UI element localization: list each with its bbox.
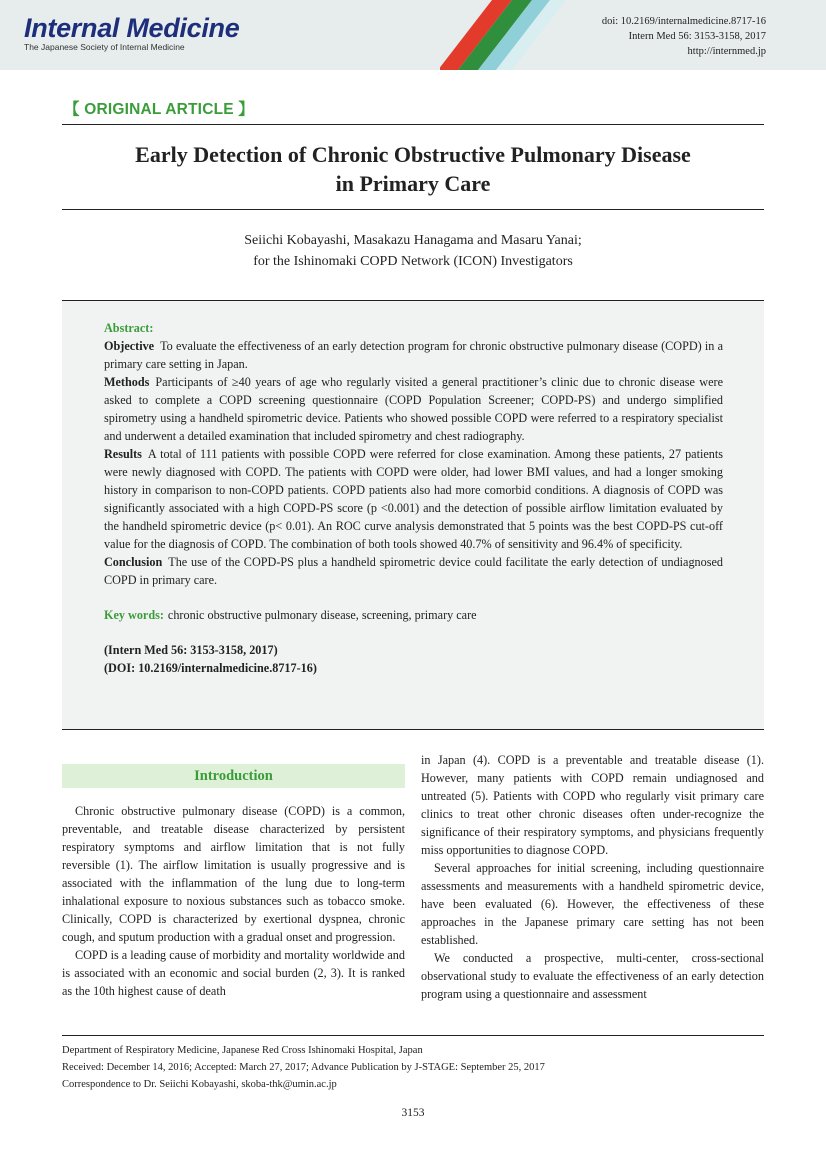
left-column: [62, 802, 405, 1000]
journal-header: [0, 0, 826, 70]
objective-text: To evaluate the effectiveness of an early detection program for chronic obstructive pulmonary disease (COPD) in a primary care setting in Japan.: [104, 339, 723, 371]
abstract-doi[interactable]: (DOI: 10.2169/internalmedicine.8717-16): [104, 661, 317, 675]
keywords: [104, 606, 723, 624]
methods-text: Participants of ≥40 years of age who regularly visited a general practitioner’s clinic due to chronic disease were asked to complete a COPD screening questionnaire (COPD Population Screener; COPD-PS) and undergo simplified spirometry using a handheld spirometric device. Patients who showed possible COPD were referred to a respiratory specialist and underwent a detailed examination that included spirometry and chest radiography.: [104, 375, 723, 443]
keywords-label: Key words:: [104, 608, 164, 622]
introduction-heading: Introduction: [62, 764, 405, 788]
journal-logo[interactable]: [24, 14, 239, 52]
right-paragraph-1: in Japan (4). COPD is a preventable and treatable disease (1). However, many patients with COPD remain undiagnosed and untreated (5). Patients with COPD who regularly visit primary care clinics to treat other chronic diseases often under-recognize the significance of their respiratory symptoms, and physicians frequently miss opportunities to diagnose COPD.: [421, 753, 764, 857]
conclusion-text: The use of the COPD-PS plus a handheld spirometric device could facilitate the early detection of undiagnosed COPD in primary care.: [104, 555, 723, 587]
article-dates: Received: December 14, 2016; Accepted: March 27, 2017; Advance Publication by J-STAGE: September 25, 2017: [62, 1062, 545, 1073]
abstract-bottom-divider: [62, 729, 764, 730]
society-name: The Japanese Society of Internal Medicine: [24, 42, 185, 52]
page-number: 3153: [401, 1107, 425, 1119]
abstract-content: [104, 319, 723, 677]
abstract-results: [104, 445, 723, 553]
abstract-citation: (Intern Med 56: 3153-3158, 2017): [104, 643, 278, 657]
title-divider: [62, 209, 764, 210]
title-line-1: Early Detection of Chronic Obstructive Pulmonary Disease: [135, 142, 691, 167]
abstract-citation-block: [104, 641, 723, 677]
authors-line-1: Seiichi Kobayashi, Masakazu Hanagama and Masaru Yanai;: [244, 233, 582, 248]
objective-label: Objective: [104, 339, 155, 353]
left-paragraph-2: COPD is a leading cause of morbidity and mortality worldwide and is associated with an economic and social burden (2, 3). It is ranked as the 10th highest cause of death: [62, 948, 405, 998]
section-label: 【 ORIGINAL ARTICLE 】: [64, 101, 255, 118]
header-stripes-graphic: [440, 0, 600, 70]
footnote-divider: [62, 1035, 764, 1036]
left-paragraph-1: Chronic obstructive pulmonary disease (COPD) is a common, preventable, and treatable disease characterized by persistent respiratory symptoms and airflow limitation that is not fully reversible (1). The airflow limitation is usually progressive and is associated with the inflammation of the lung due to long-term inhalational exposure to noxious substances such as tobacco smoke. Clinically, COPD is characterized by exertional dyspnea, chronic cough, and sputum production with a gradual onset and progression.: [62, 804, 405, 944]
results-text: A total of 111 patients with possible COPD were referred for close examination. Among these patients, 27 patients were newly diagnosed with COPD. The patients with COPD were older, had lower BMI values, and had a longer smoking history in comparison to non-COPD patients. COPD patients also had more comorbid conditions. A diagnosis of COPD was significantly associated with a high COPD-PS score (p <0.001) and the detection of possible airflow limitation evaluated by the handheld spirometric device (p< 0.01). An ROC curve analysis demonstrated that 5 points was the best COPD-PS cut-off value for the diagnosis of COPD. The combination of both tools showed 40.7% of sensitivity and 96.4% of specificity.: [104, 447, 723, 551]
correspondence: Correspondence to Dr. Seiichi Kobayashi, skoba-thk@umin.ac.jp: [62, 1079, 337, 1090]
methods-label: Methods: [104, 375, 150, 389]
article-title: [62, 140, 764, 198]
abstract-heading: Abstract:: [104, 321, 154, 335]
results-label: Results: [104, 447, 142, 461]
top-divider: [62, 124, 764, 125]
right-column: [421, 751, 764, 1003]
affiliation: Department of Respiratory Medicine, Japanese Red Cross Ishinomaki Hospital, Japan: [62, 1045, 423, 1056]
abstract-methods: [104, 373, 723, 445]
abstract-box: [62, 301, 764, 729]
journal-url[interactable]: http://internmed.jp: [687, 46, 766, 57]
author-list: [62, 230, 764, 272]
header-citation: Intern Med 56: 3153-3158, 2017: [628, 31, 766, 42]
right-paragraph-2: Several approaches for initial screening, including questionnaire assessments and measurements with a handheld spirometric device, have been evaluated (6). However, the effectiveness of these approaches in the Japanese primary care setting has not been established.: [421, 861, 764, 947]
journal-name: Internal Medicine: [24, 13, 240, 43]
right-paragraph-3: We conducted a prospective, multi-center, cross-sectional observational study to evaluate the effectiveness of an early detection program using a questionnaire and assessment: [421, 951, 764, 1001]
conclusion-label: Conclusion: [104, 555, 163, 569]
article-meta: [602, 14, 766, 59]
footnote: [62, 1042, 764, 1093]
title-line-2: in Primary Care: [335, 171, 491, 196]
header-doi: doi: 10.2169/internalmedicine.8717-16: [601, 16, 766, 27]
abstract-objective: [104, 337, 723, 373]
abstract-conclusion: [104, 553, 723, 589]
authors-line-2: for the Ishinomaki COPD Network (ICON) Investigators: [253, 254, 573, 269]
keywords-text: chronic obstructive pulmonary disease, screening, primary care: [167, 608, 477, 622]
